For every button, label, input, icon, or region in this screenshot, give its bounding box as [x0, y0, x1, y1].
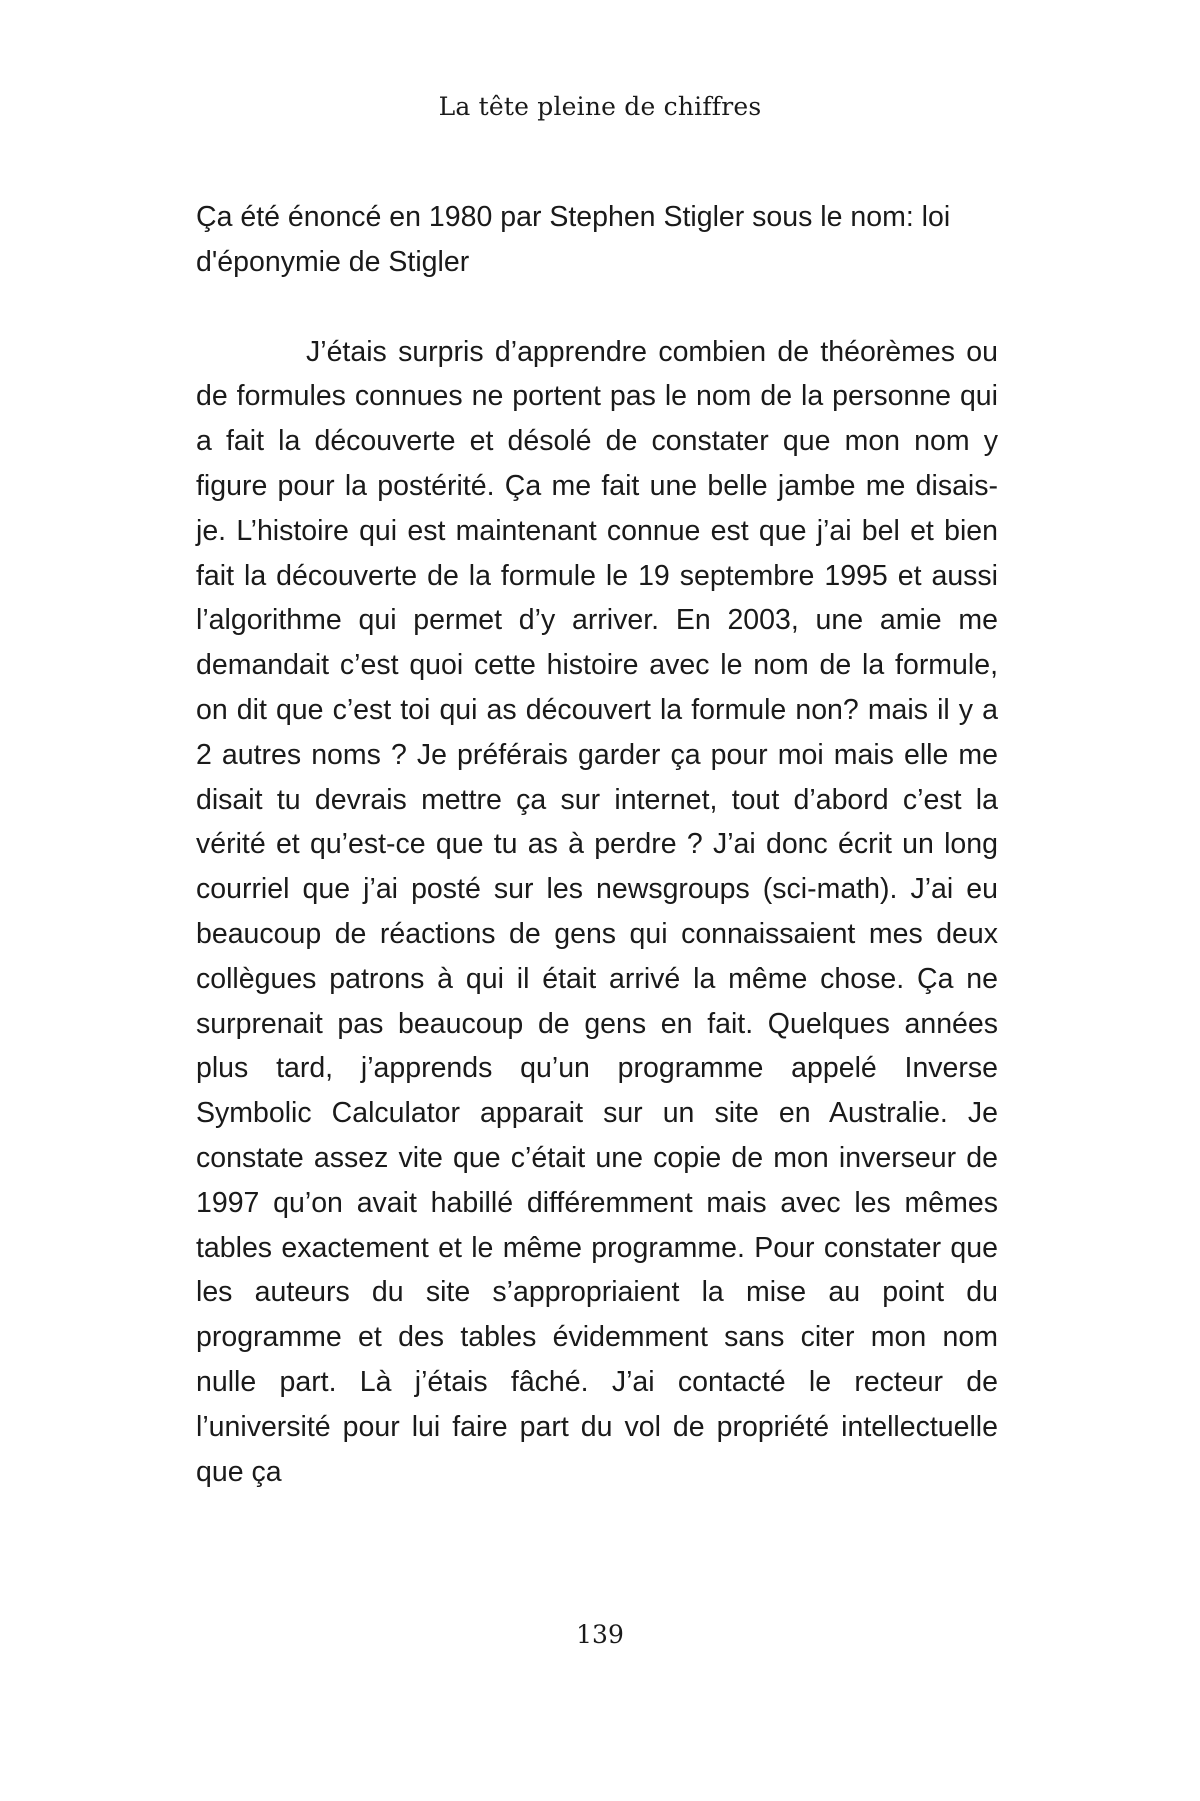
body-text: [196, 195, 998, 1494]
running-header: La tête pleine de chiffres: [438, 92, 762, 121]
paragraph-2: J’étais surpris d’apprendre combien de théorèmes ou de formules connues ne portent pas le nom de la personne qui a fait la découverte et désolé de constater que mon nom y figure pour la postérité. Ça me fait une belle jambe me disais-je. L’histoire qui est maintenant connue est que j’ai bel et bien fait la découverte de la formule le 19 septembre 1995 et aussi l’algorithme qui permet d’y arriver. En 2003, une amie me demandait c’est quoi cette histoire avec le nom de la formule, on dit que c’est toi qui as découvert la formule non? mais il y a 2 autres noms ? Je préférais garder ça pour moi mais elle me disait tu devrais mettre ça sur internet, tout d’abord c’est la vérité et qu’est-ce que tu as à perdre ? J’ai donc écrit un long courriel que j’ai posté sur les newsgroups (sci-math). J’ai eu beaucoup de réactions de gens qui connaissaient mes deux collègues patrons à qui il était arrivé la même chose. Ça ne surprenait pas beaucoup de gens en fait. Quelques années plus tard, j’apprends qu’un programme appelé Inverse Symbolic Calculator apparait sur un site en Australie. Je constate assez vite que c’était une copie de mon inverseur de 1997 qu’on avait habillé différemment mais avec les mêmes tables exactement et le même programme. Pour constater que les auteurs du site s’appropriaient la mise au point du programme et des tables évidemment sans citer mon nom nulle part. Là j’étais fâché. J’ai contacté le recteur de l’université pour lui faire part du vol de propriété intellectuelle que ça: [196, 335, 998, 1488]
paragraph-1: Ça été énoncé en 1980 par Stephen Stigler sous le nom: loi d'éponymie de Stigler: [196, 201, 951, 278]
page-number: 139: [576, 1620, 624, 1649]
